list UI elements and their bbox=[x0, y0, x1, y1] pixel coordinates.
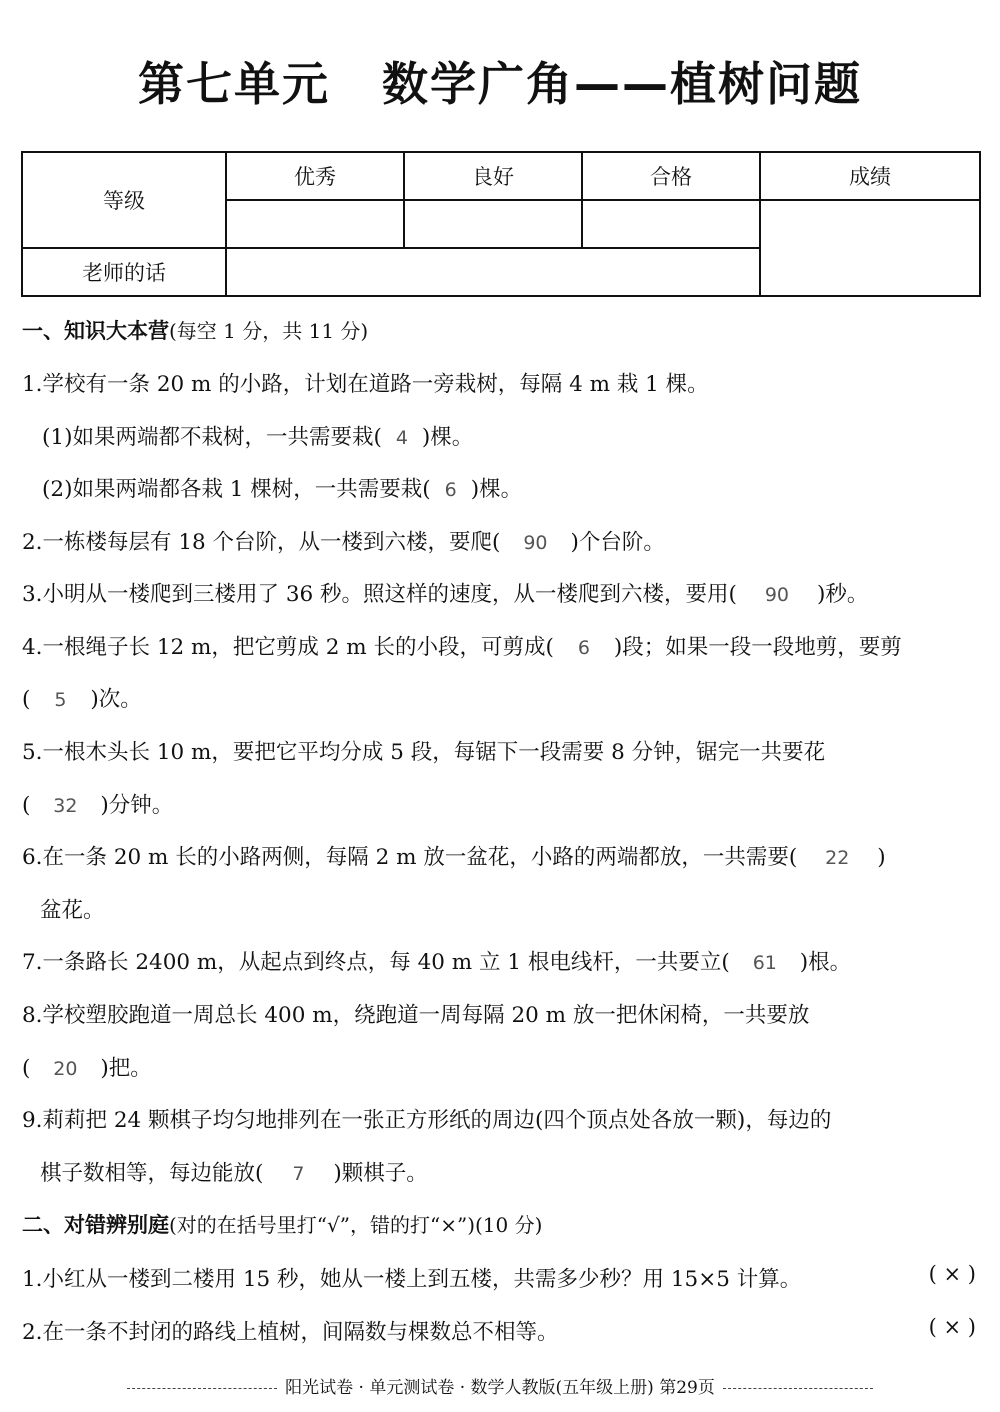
q5-line2 bbox=[22, 788, 982, 819]
unit-label: 第七单元 bbox=[138, 57, 330, 111]
q4-suffix: )次。 bbox=[90, 687, 142, 712]
grade-table bbox=[21, 151, 981, 297]
q2-answer: 90 bbox=[523, 532, 548, 554]
grade-cell-good bbox=[404, 200, 582, 248]
q4-answer1: 6 bbox=[577, 637, 590, 659]
q3-suffix: )秒。 bbox=[816, 582, 869, 607]
q7-answer: 61 bbox=[752, 952, 777, 974]
q4-line1 bbox=[22, 630, 982, 661]
q8-line2 bbox=[22, 1051, 982, 1082]
q9-line2 bbox=[40, 1156, 1000, 1187]
score-cell bbox=[760, 200, 980, 296]
section1-title: 一、知识大本营 bbox=[22, 319, 169, 343]
q3-text: 3.小明从一楼爬到三楼用了 36 秒。照这样的速度，从一楼爬到六楼，要用( bbox=[22, 582, 737, 607]
q1-p1-answer: 4 bbox=[395, 427, 408, 449]
tf-q2-text: 2.在一条不封闭的路线上植树，间隔数与棵数总不相等。 bbox=[22, 1320, 559, 1345]
q5-suffix: )分钟。 bbox=[100, 793, 174, 818]
q8-suffix: )把。 bbox=[100, 1056, 152, 1081]
q1-part2 bbox=[42, 472, 1000, 503]
q6-text: 6.在一条 20 m 长的小路两侧，每隔 2 m 放一盆花，小路的两端都放，一共需要( bbox=[22, 845, 798, 870]
q5-open: ( bbox=[22, 793, 31, 818]
footer-text: 阳光试卷 · 单元测试卷 · 数学人教版(五年级上册) 第29页 bbox=[285, 1378, 715, 1398]
page-footer bbox=[30, 1373, 970, 1398]
grade-header-pass: 合格 bbox=[582, 152, 760, 200]
q3 bbox=[22, 577, 982, 608]
q2-text: 2.一栋楼每层有 18 个台阶，从一楼到六楼，要爬( bbox=[22, 530, 501, 555]
q9-suffix: )颗棋子。 bbox=[333, 1161, 428, 1186]
q7-text: 7.一条路长 2400 m，从起点到终点，每 40 m 立 1 根电线杆，一共要立( bbox=[22, 950, 730, 975]
q4-mid: )段；如果一段一段地剪，要剪 bbox=[613, 635, 902, 660]
q6-close: ) bbox=[877, 845, 886, 870]
tf-q1 bbox=[22, 1262, 982, 1293]
q6-line2: 盆花。 bbox=[40, 898, 105, 923]
q9-answer: 7 bbox=[292, 1163, 305, 1185]
q2 bbox=[22, 525, 982, 556]
grade-header-excellent: 优秀 bbox=[226, 152, 404, 200]
teacher-comment-label: 老师的话 bbox=[22, 248, 226, 296]
q4-text: 4.一根绳子长 12 m，把它剪成 2 m 长的小段，可剪成( bbox=[22, 635, 554, 660]
tf-q1-text: 1.小红从一楼到二楼用 15 秒，她从一楼上到五楼，共需多少秒？用 15×5 计算。 bbox=[22, 1267, 802, 1292]
q1-part1 bbox=[42, 420, 1000, 451]
q5-line1: 5.一根木头长 10 m，要把它平均分成 5 段，每锯下一段需要 8 分钟，锯完一共要花 bbox=[22, 740, 826, 765]
q8-open: ( bbox=[22, 1056, 31, 1081]
unit-topic: 数学广角——植树问题 bbox=[382, 57, 862, 111]
tf-q2-mark: ( × ) bbox=[928, 1315, 976, 1339]
q4-open: ( bbox=[22, 687, 31, 712]
page-title bbox=[0, 48, 1000, 114]
grade-level-label: 等级 bbox=[22, 152, 226, 248]
q9-text: 棋子数相等，每边能放( bbox=[40, 1161, 264, 1186]
grade-header-score: 成绩 bbox=[760, 152, 980, 200]
grade-cell-pass bbox=[582, 200, 760, 248]
grade-header-good: 良好 bbox=[404, 152, 582, 200]
q7 bbox=[22, 945, 982, 976]
footer-rule-right bbox=[723, 1388, 873, 1389]
q5-answer: 32 bbox=[53, 795, 78, 817]
section1-note: (每空 1 分，共 11 分) bbox=[169, 319, 369, 343]
q1-p2-suffix: )棵。 bbox=[470, 477, 523, 502]
q2-suffix: )个台阶。 bbox=[570, 530, 665, 555]
section2-title: 二、对错辨别庭 bbox=[22, 1213, 169, 1237]
q3-answer: 90 bbox=[764, 584, 790, 606]
section1-heading bbox=[22, 315, 368, 345]
q1-p2-answer: 6 bbox=[444, 479, 457, 501]
q6-line1 bbox=[22, 840, 982, 871]
tf-q2 bbox=[22, 1315, 982, 1346]
q9-line1: 9.莉莉把 24 颗棋子均匀地排列在一张正方形纸的周边(四个顶点处各放一颗)，每边的 bbox=[22, 1108, 832, 1133]
q8-answer: 20 bbox=[53, 1058, 78, 1080]
section2-note: (对的在括号里打“√”，错的打“×”)(10 分) bbox=[169, 1213, 543, 1237]
teacher-comment-cell bbox=[226, 248, 760, 296]
q1-p2-text: (2)如果两端都各栽 1 棵树，一共需要栽( bbox=[42, 477, 431, 502]
section2-heading bbox=[22, 1209, 542, 1239]
tf-q1-mark: ( × ) bbox=[928, 1262, 976, 1286]
q8-line1: 8.学校塑胶跑道一周总长 400 m，绕跑道一周每隔 20 m 放一把休闲椅，一共要放 bbox=[22, 1003, 810, 1028]
q1-p1-suffix: )棵。 bbox=[421, 425, 474, 450]
q4-line2 bbox=[22, 682, 982, 713]
q4-answer2: 5 bbox=[54, 689, 67, 711]
q1-p1-text: (1)如果两端都不栽树，一共需要栽( bbox=[42, 425, 382, 450]
q6-answer: 22 bbox=[825, 847, 850, 869]
q7-suffix: )根。 bbox=[799, 950, 852, 975]
footer-rule-left bbox=[127, 1388, 277, 1389]
q1-stem: 1.学校有一条 20 m 的小路，计划在道路一旁栽树，每隔 4 m 栽 1 棵。 bbox=[22, 372, 709, 397]
grade-cell-excellent bbox=[226, 200, 404, 248]
